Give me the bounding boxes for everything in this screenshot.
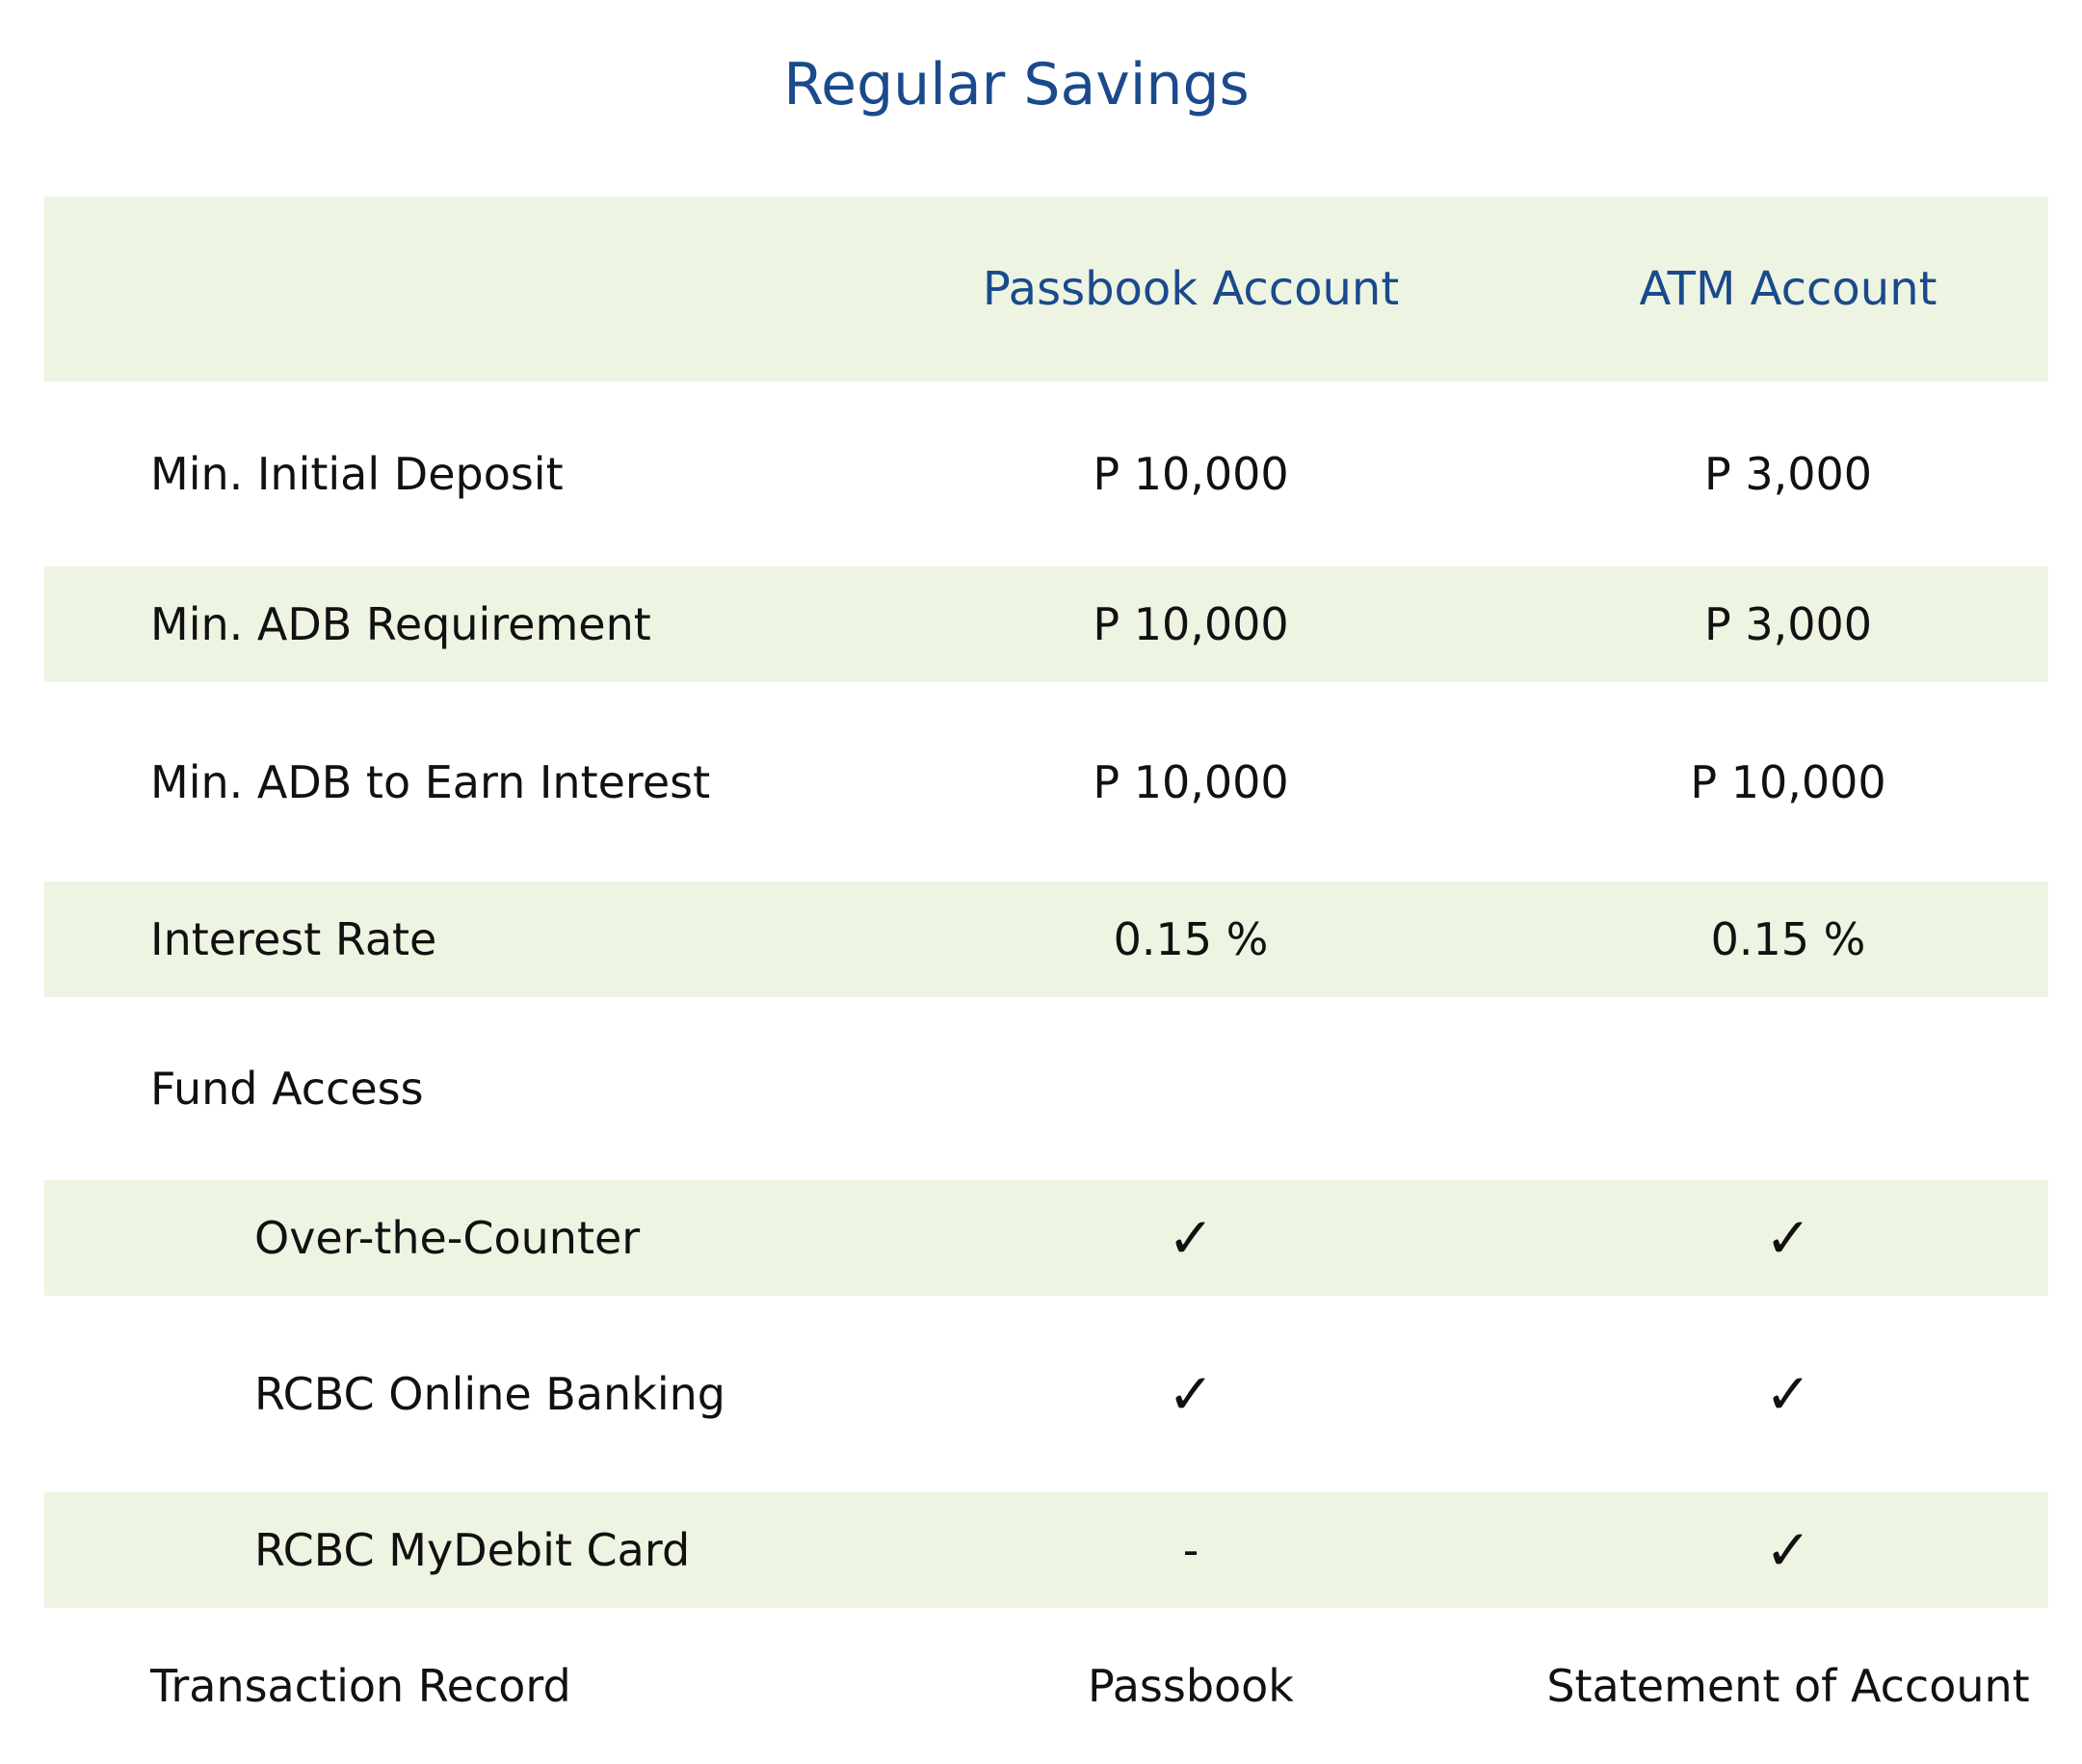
- row-label: Transaction Record: [150, 1660, 571, 1712]
- atm-value: P 3,000: [1703, 448, 1873, 500]
- page-title: Regular Savings: [783, 51, 1250, 118]
- table-row-min-initial-deposit: [44, 382, 2048, 566]
- table-row-online-banking: [44, 1296, 2048, 1492]
- table-row-interest-rate: [44, 882, 2048, 997]
- row-label: RCBC MyDebit Card: [254, 1524, 691, 1576]
- row-label: Min. ADB Requirement: [150, 598, 651, 650]
- table-row-fund-access: [44, 997, 2048, 1180]
- table-row-mydebit-card: [44, 1492, 2048, 1608]
- table-row-over-the-counter: [44, 1180, 2048, 1296]
- passbook-value: Passbook: [1088, 1660, 1294, 1712]
- column-header-atm: ATM Account: [1639, 262, 1937, 316]
- table-row-min-adb-requirement: [44, 566, 2048, 682]
- dash-value: -: [1182, 1524, 1199, 1576]
- row-label: Interest Rate: [150, 913, 437, 965]
- passbook-value: P 10,000: [1093, 755, 1289, 808]
- check-icon: ✓: [1167, 1361, 1215, 1427]
- row-label: RCBC Online Banking: [254, 1368, 725, 1420]
- check-icon: ✓: [1764, 1205, 1812, 1271]
- row-label: Over-the-Counter: [254, 1212, 641, 1264]
- passbook-value: P 10,000: [1093, 598, 1289, 650]
- check-icon: ✓: [1764, 1361, 1812, 1427]
- passbook-value: P 10,000: [1093, 448, 1289, 500]
- atm-value: P 3,000: [1703, 598, 1873, 650]
- atm-value: Statement of Account: [1546, 1660, 2030, 1712]
- passbook-value: 0.15 %: [1113, 913, 1269, 965]
- row-label: Min. ADB to Earn Interest: [150, 755, 711, 808]
- atm-value: P 10,000: [1690, 755, 1886, 808]
- table-row-min-adb-earn-interest: [44, 682, 2048, 882]
- comparison-table: [44, 197, 2048, 1764]
- check-icon: ✓: [1167, 1205, 1215, 1271]
- check-icon: ✓: [1764, 1517, 1812, 1583]
- table-header-row: [44, 197, 2048, 382]
- atm-value: 0.15 %: [1710, 913, 1866, 965]
- table-row-transaction-record: [44, 1608, 2048, 1764]
- row-label: Min. Initial Deposit: [150, 448, 564, 500]
- row-label: Fund Access: [150, 1063, 424, 1115]
- column-header-passbook: Passbook Account: [982, 262, 1400, 316]
